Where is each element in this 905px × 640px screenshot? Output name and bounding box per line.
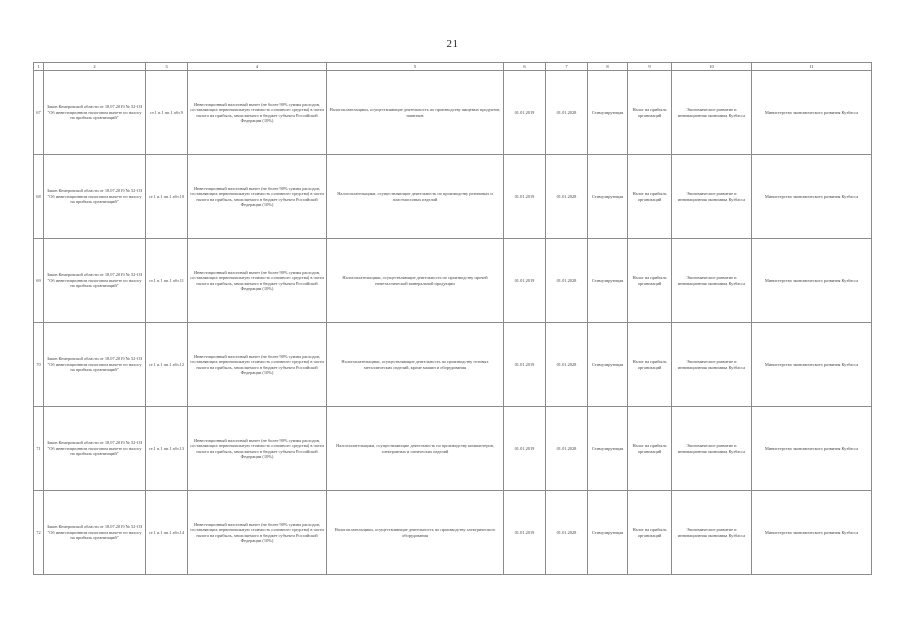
state-program-cell: Экономическое развитие и инновационная экономика Кузбасса: [672, 407, 752, 491]
curator-cell: Министерство экономического развития Кузбасса: [752, 155, 872, 239]
benefit-type-cell: Стимулирующая: [588, 239, 628, 323]
article-cell: ст.1 п.1 пп.1 абз.10: [146, 155, 188, 239]
end-date-cell: 01.01.2028: [546, 407, 588, 491]
start-date-cell: 01.01.2019: [504, 491, 546, 575]
end-date-cell: 01.01.2028: [546, 155, 588, 239]
curator-cell: Министерство экономического развития Кузбасса: [752, 491, 872, 575]
row-number-cell: 67: [34, 71, 44, 155]
column-number-header: 6: [504, 63, 546, 71]
law-cell: Закон Кемеровской области от 18.07.2019 № 52-ОЗ "Об инвестиционном налоговом вычете по налогу на прибыль организаций": [44, 155, 146, 239]
benefit-description-cell: Инвестиционный налоговый вычет (не более 90% суммы расходов, составляющих первоначальную стоимость основного средства) в части налога на прибыль, зачисляемого в бюджет субъекта Российской Федерации (10%): [188, 71, 327, 155]
state-program-cell: Экономическое развитие и инновационная экономика Кузбасса: [672, 323, 752, 407]
law-cell: Закон Кемеровской области от 18.07.2019 № 52-ОЗ "Об инвестиционном налоговом вычете по налогу на прибыль организаций": [44, 323, 146, 407]
tax-name-cell: Налог на прибыль организаций: [628, 323, 672, 407]
table-row: [34, 71, 872, 155]
table-row: [34, 407, 872, 491]
benefit-type-cell: Стимулирующая: [588, 491, 628, 575]
start-date-cell: 01.01.2019: [504, 407, 546, 491]
column-number-header: 4: [188, 63, 327, 71]
column-number-header: 7: [546, 63, 588, 71]
curator-cell: Министерство экономического развития Кузбасса: [752, 323, 872, 407]
taxpayers-category-cell: Налогоплательщики, осуществляющие деятельность по производству резиновых и пластмассовых изделий: [327, 155, 504, 239]
table-row: [34, 491, 872, 575]
row-number-cell: 72: [34, 491, 44, 575]
state-program-cell: Экономическое развитие и инновационная экономика Кузбасса: [672, 71, 752, 155]
tax-name-cell: Налог на прибыль организаций: [628, 491, 672, 575]
benefit-description-cell: Инвестиционный налоговый вычет (не более 90% суммы расходов, составляющих первоначальную стоимость основного средства) в части налога на прибыль, зачисляемого в бюджет субъекта Российской Федерации (10%): [188, 323, 327, 407]
start-date-cell: 01.01.2019: [504, 71, 546, 155]
taxpayers-category-cell: Налогоплательщики, осуществляющие деятельность по производству электрического оборудования: [327, 491, 504, 575]
table-row: [34, 155, 872, 239]
article-cell: ст.1 п.1 пп.1 абз.12: [146, 323, 188, 407]
column-number-header: 10: [672, 63, 752, 71]
column-number-row: [34, 63, 872, 71]
taxpayers-category-cell: Налогоплательщики, осуществляющие деятельность по производству готовых металлических изделий, кроме машин и оборудования: [327, 323, 504, 407]
table-row: [34, 239, 872, 323]
article-cell: ст.1 п.1 пп.1 абз.13: [146, 407, 188, 491]
benefit-type-cell: Стимулирующая: [588, 155, 628, 239]
taxpayers-category-cell: Налогоплательщики, осуществляющие деятельность по производству пищевых продуктов, напитков: [327, 71, 504, 155]
benefit-description-cell: Инвестиционный налоговый вычет (не более 90% суммы расходов, составляющих первоначальную стоимость основного средства) в части налога на прибыль, зачисляемого в бюджет субъекта Российской Федерации (10%): [188, 239, 327, 323]
tax-name-cell: Налог на прибыль организаций: [628, 407, 672, 491]
column-number-header: 3: [146, 63, 188, 71]
taxpayers-category-cell: Налогоплательщики, осуществляющие деятельность по производству компьютеров, электронных и оптических изделий: [327, 407, 504, 491]
column-number-header: 2: [44, 63, 146, 71]
row-number-cell: 69: [34, 239, 44, 323]
start-date-cell: 01.01.2019: [504, 323, 546, 407]
row-number-cell: 70: [34, 323, 44, 407]
article-cell: ст.1 п.1 пп.1 абз.14: [146, 491, 188, 575]
page-number: 21: [446, 38, 459, 50]
tax-name-cell: Налог на прибыль организаций: [628, 71, 672, 155]
tax-name-cell: Налог на прибыль организаций: [628, 239, 672, 323]
state-program-cell: Экономическое развитие и инновационная экономика Кузбасса: [672, 239, 752, 323]
end-date-cell: 01.01.2028: [546, 239, 588, 323]
article-cell: ст.1 п.1 пп.1 абз.9: [146, 71, 188, 155]
state-program-cell: Экономическое развитие и инновационная экономика Кузбасса: [672, 491, 752, 575]
benefit-description-cell: Инвестиционный налоговый вычет (не более 90% суммы расходов, составляющих первоначальную стоимость основного средства) в части налога на прибыль, зачисляемого в бюджет субъекта Российской Федерации (10%): [188, 407, 327, 491]
law-cell: Закон Кемеровской области от 18.07.2019 № 52-ОЗ "Об инвестиционном налоговом вычете по налогу на прибыль организаций": [44, 239, 146, 323]
law-cell: Закон Кемеровской области от 18.07.2019 № 52-ОЗ "Об инвестиционном налоговом вычете по налогу на прибыль организаций": [44, 407, 146, 491]
state-program-cell: Экономическое развитие и инновационная экономика Кузбасса: [672, 155, 752, 239]
end-date-cell: 01.01.2028: [546, 323, 588, 407]
row-number-cell: 71: [34, 407, 44, 491]
column-number-header: 11: [752, 63, 872, 71]
article-cell: ст.1 п.1 пп.1 абз.11: [146, 239, 188, 323]
row-number-cell: 68: [34, 155, 44, 239]
benefit-description-cell: Инвестиционный налоговый вычет (не более 90% суммы расходов, составляющих первоначальную стоимость основного средства) в части налога на прибыль, зачисляемого в бюджет субъекта Российской Федерации (10%): [188, 491, 327, 575]
taxpayers-category-cell: Налогоплательщики, осуществляющие деятельность по производству прочей неметаллической минеральной продукции: [327, 239, 504, 323]
benefit-type-cell: Стимулирующая: [588, 323, 628, 407]
curator-cell: Министерство экономического развития Кузбасса: [752, 239, 872, 323]
end-date-cell: 01.01.2028: [546, 71, 588, 155]
tax-name-cell: Налог на прибыль организаций: [628, 155, 672, 239]
benefit-type-cell: Стимулирующая: [588, 407, 628, 491]
column-number-header: 8: [588, 63, 628, 71]
law-cell: Закон Кемеровской области от 18.07.2019 № 52-ОЗ "Об инвестиционном налоговом вычете по налогу на прибыль организаций": [44, 71, 146, 155]
curator-cell: Министерство экономического развития Кузбасса: [752, 71, 872, 155]
start-date-cell: 01.01.2019: [504, 239, 546, 323]
benefit-type-cell: Стимулирующая: [588, 71, 628, 155]
tax-benefits-table: [33, 62, 872, 575]
column-number-header: 5: [327, 63, 504, 71]
curator-cell: Министерство экономического развития Кузбасса: [752, 407, 872, 491]
column-number-header: 9: [628, 63, 672, 71]
benefit-description-cell: Инвестиционный налоговый вычет (не более 90% суммы расходов, составляющих первоначальную стоимость основного средства) в части налога на прибыль, зачисляемого в бюджет субъекта Российской Федерации (10%): [188, 155, 327, 239]
law-cell: Закон Кемеровской области от 18.07.2019 № 52-ОЗ "Об инвестиционном налоговом вычете по налогу на прибыль организаций": [44, 491, 146, 575]
start-date-cell: 01.01.2019: [504, 155, 546, 239]
end-date-cell: 01.01.2028: [546, 491, 588, 575]
column-number-header: 1: [34, 63, 44, 71]
table-row: [34, 323, 872, 407]
